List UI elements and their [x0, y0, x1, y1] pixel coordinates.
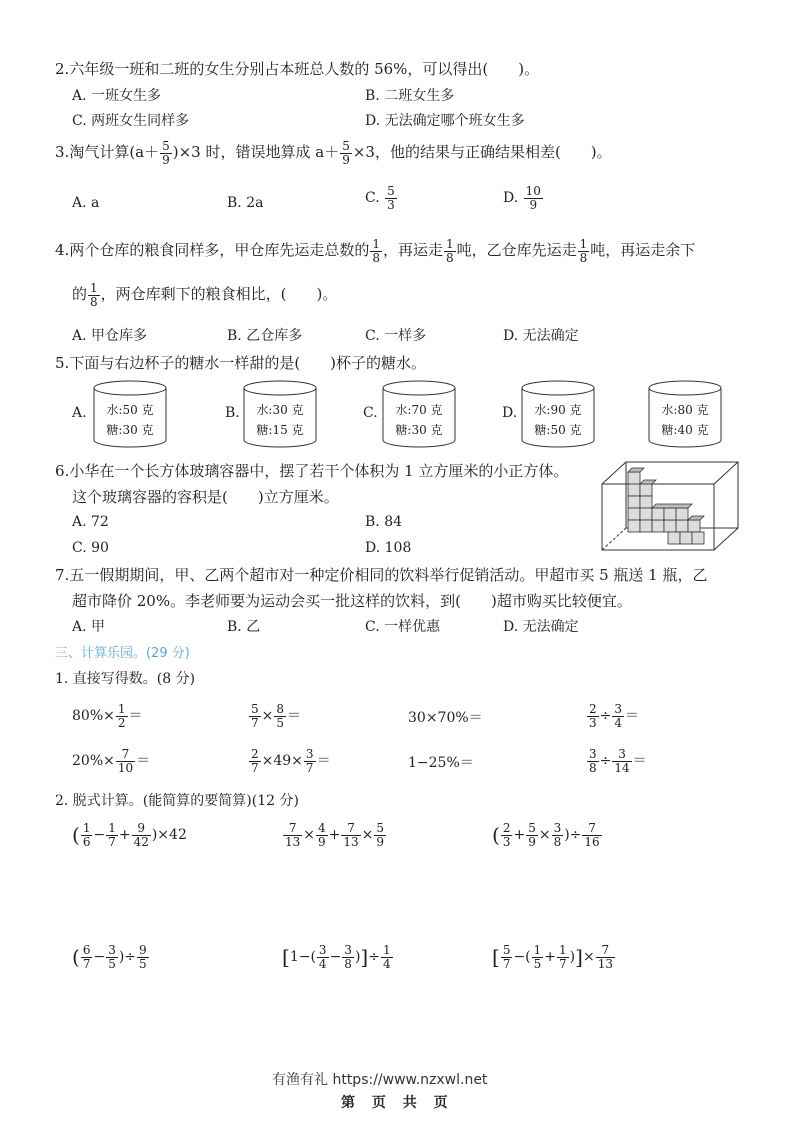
subsection-2-title: 2. 脱式计算。(能简算的要简算)(12 分)	[55, 793, 299, 809]
question-6-line1: 6.小华在一个长方体玻璃容器中，摆了若干个体积为 1 立方厘米的小正方体。	[55, 462, 569, 480]
step-calc-1: ( $\frac{1}{6}$ − $\frac{1}{7}$ + $\frac{9}{42}$ )×42	[72, 821, 187, 849]
step-calc-5: [1−( $\frac{3}{4}$ − $\frac{3}{8}$ )]÷ $\frac{1}{4}$	[282, 943, 391, 971]
cup-reference-water: 水:80 克	[661, 403, 709, 417]
page-number: 第 页 共 页	[341, 1095, 454, 1111]
oral-calc-5: 20%× $\frac{7}{10}$ ＝	[72, 747, 151, 775]
q4-option-a: A. 甲仓库多	[72, 328, 148, 344]
step-calc-4: ( $\frac{6}{7}$ − $\frac{3}{5}$ )÷ $\frac{9}{5}$	[72, 943, 147, 971]
question-2-stem: 2.六年级一班和二班的女生分别占本班总人数的 56%，可以得出( )。	[55, 60, 540, 78]
cup-d-sugar: 糖:50 克	[534, 423, 582, 437]
cup-c-water: 水:70 克	[395, 403, 443, 417]
oral-calc-3: 30×70%＝	[408, 710, 483, 726]
question-7-line1: 7.五一假期期间，甲、乙两个超市对一种定价相同的饮料举行促销活动。甲超市买 5 瓶送 1 瓶，乙	[55, 566, 708, 584]
q6-option-c: C. 90	[72, 540, 109, 556]
oral-calc-6: $\frac{2}{7}$ ×49× $\frac{3}{7}$ ＝	[251, 747, 331, 775]
cup-c-label: C.	[363, 405, 378, 421]
step-calc-3: ( $\frac{2}{3}$ + $\frac{5}{9}$ × $\frac{3}{8}$ )÷ $\frac{7}{16}$	[492, 821, 600, 849]
oral-calc-1: 80%× $\frac{1}{2}$ ＝	[72, 702, 143, 730]
question-6-line2: 这个玻璃容器的容积是( )立方厘米。	[72, 488, 339, 506]
question-4-line2: 的 $\frac{1}{8}$ ，两仓库剩下的粮食相比，( )。	[72, 281, 338, 309]
cup-reference-sugar: 糖:40 克	[661, 423, 709, 437]
cup-d	[518, 378, 598, 452]
question-7-line2: 超市降价 20%。李老师要为运动会买一批这样的饮料，到( )超市购买比较便宜。	[72, 592, 632, 610]
q2-option-a: A. 一班女生多	[72, 88, 162, 104]
q4-option-d: D. 无法确定	[503, 328, 579, 344]
oral-calc-7: 1−25%＝	[408, 755, 474, 771]
q4-option-c: C. 一样多	[365, 328, 427, 344]
cup-a-label: A.	[72, 405, 87, 421]
q6-option-a: A. 72	[72, 514, 109, 530]
q3-option-b: B. 2a	[227, 195, 264, 211]
cup-b-sugar: 糖:15 克	[256, 423, 304, 437]
oral-calc-2: $\frac{5}{7}$ × $\frac{8}{5}$ ＝	[251, 702, 302, 730]
q7-option-c: C. 一样优惠	[365, 619, 441, 635]
watermark: 有渔有礼 https://www.nzxwl.net	[272, 1072, 488, 1088]
q2-option-b: B. 二班女生多	[365, 88, 455, 104]
step-calc-6: [ $\frac{5}{7}$ −( $\frac{1}{5}$ + $\frac{1}{7}$ )]× $\frac{7}{13}$	[492, 943, 613, 971]
cup-a-water: 水:50 克	[106, 403, 154, 417]
cup-c	[379, 378, 459, 452]
oral-calc-8: $\frac{3}{8}$ ÷ $\frac{3}{14}$ ＝	[589, 747, 647, 775]
question-3-stem: 3.淘气计算(a＋ $\frac{5}{9}$ )×3 时，错误地算成 a＋ $\frac{5}{9}$ ×3，他的结果与正确结果相差( )。	[55, 139, 612, 167]
step-calc-2: $\frac{7}{13}$ × $\frac{4}{9}$ + $\frac{7}{13}$ × $\frac{5}{9}$	[285, 821, 385, 849]
cup-a	[90, 378, 170, 452]
cup-d-water: 水:90 克	[534, 403, 582, 417]
q7-option-a: A. 甲	[72, 619, 106, 635]
fraction: $\frac{5}{9}$	[342, 139, 350, 167]
q2-option-d: D. 无法确定哪个班女生多	[365, 113, 525, 129]
cup-reference	[645, 378, 725, 452]
q7-option-d: D. 无法确定	[503, 619, 579, 635]
q6-option-b: B. 84	[365, 514, 403, 530]
cup-b-label: B.	[225, 405, 240, 421]
glass-container-figure	[598, 458, 743, 554]
question-5-stem: 5.下面与右边杯子的糖水一样甜的是( )杯子的糖水。	[55, 354, 427, 372]
q3-option-d: D. $\frac{10}{9}$	[503, 184, 541, 212]
q7-option-b: B. 乙	[227, 619, 261, 635]
section-3-title: 三、计算乐园。(29 分)	[55, 646, 190, 661]
q2-option-c: C. 两班女生同样多	[72, 113, 190, 129]
cup-c-sugar: 糖:30 克	[395, 423, 443, 437]
oral-calc-4: $\frac{2}{3}$ ÷ $\frac{3}{4}$ ＝	[589, 702, 640, 730]
q3-option-a: A. a	[72, 195, 100, 211]
cup-d-label: D.	[502, 405, 518, 421]
q4-option-b: B. 乙仓库多	[227, 328, 303, 344]
cup-a-sugar: 糖:30 克	[106, 423, 154, 437]
fraction: $\frac{5}{9}$	[162, 139, 170, 167]
q6-option-d: D. 108	[365, 540, 412, 556]
question-4-line1: 4.两个仓库的粮食同样多，甲仓库先运走总数的 $\frac{1}{8}$ ，再运走 $\frac{1}{8}$ 吨，乙仓库先运走 $\frac{1}{8}$ 吨，再运走余下	[55, 237, 696, 265]
cup-b-water: 水:30 克	[256, 403, 304, 417]
q3-option-c: C. $\frac{5}{3}$	[365, 184, 395, 212]
subsection-1-title: 1. 直接写得数。(8 分)	[55, 671, 196, 687]
cup-b	[240, 378, 320, 452]
